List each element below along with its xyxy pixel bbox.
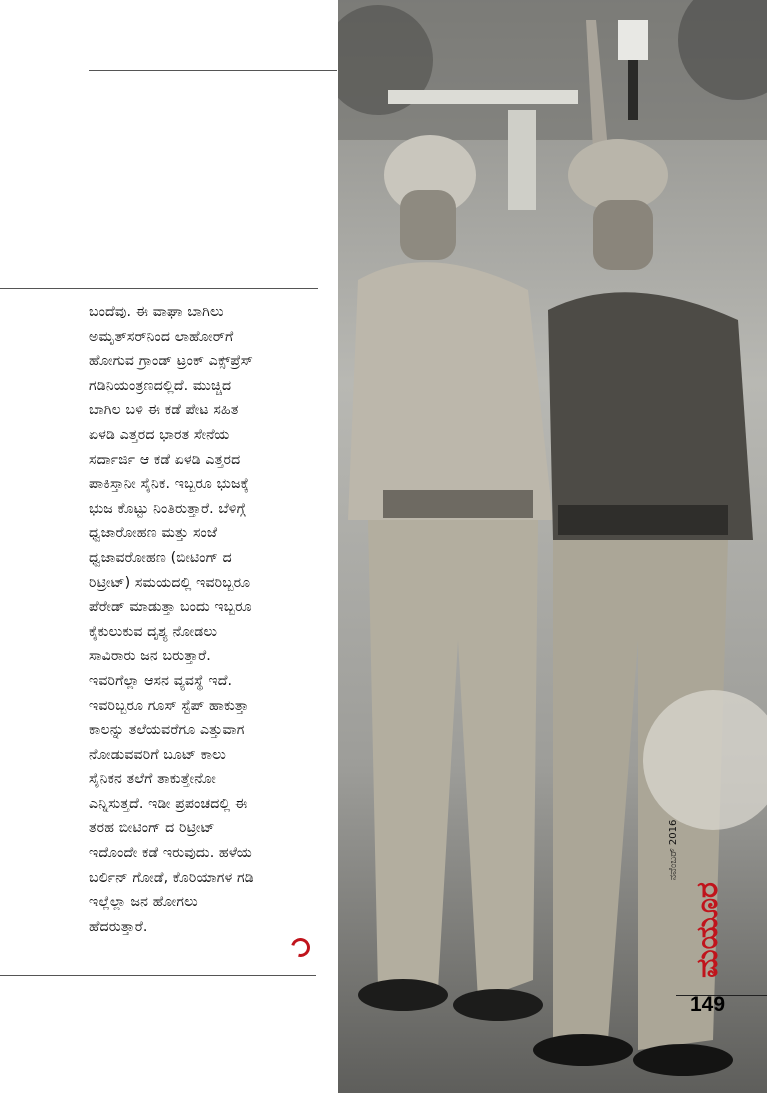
article-line: ಹೆದರುತ್ತಾರೆ. (89, 918, 148, 935)
issue-date (664, 800, 684, 900)
article-line: ಬರ್ಲಿನ್ ಗೋಡೆ, ಕೊರಿಯಾಗಳ ಗಡಿ (89, 869, 254, 886)
article-line: ಇದೊಂದೇ ಕಡೆ ಇರುವುದು. ಹಳೆಯ (89, 845, 253, 862)
article-line: ಸೈನಿಕನ ತಲೆಗೆ ತಾಕುತ್ತೇನೋ (89, 771, 216, 788)
article-line: ಇವರಿಬ್ಬರೂ ಗೂಸ್ ಸ್ಟೆಪ್ ಹಾಕುತ್ತಾ (89, 697, 249, 714)
bottom-divider (0, 975, 316, 976)
magazine-logo (690, 880, 726, 980)
article-line: ಸಾವಿರಾರು ಜನ ಬರುತ್ತಾರೆ. (89, 648, 211, 665)
article-line: ರಿಟ್ರೀಟ್) ಸಮಯದಲ್ಲಿ ಇವರಿಬ್ಬರೂ (89, 574, 251, 591)
article-line: ಹೋಗುವ ಗ್ರಾಂಡ್ ಟ್ರಂಕ್ ಎಕ್ಸ್‌ಪ್ರೆಸ್ (89, 353, 254, 370)
article-line: ಭುಜ ಕೊಟ್ಟು ನಿಂತಿರುತ್ತಾರೆ. ಬೆಳಿಗ್ಗೆ (89, 500, 246, 517)
article-line: ಬಾಗಿಲ ಬಳಿ ಈ ಕಡೆ ಪೇಟ ಸಹಿತ (89, 402, 239, 419)
article-line: ಇಲ್ಲೆಲ್ಲಾ ಜನ ಹೋಗಲು (89, 894, 198, 911)
article-line: ಪೆರೇಡ್ ಮಾಡುತ್ತಾ ಬಂದು ಇಬ್ಬರೂ (89, 599, 252, 616)
section-divider (0, 288, 318, 289)
article-line: ಎನ್ನಿಸುತ್ತದೆ. ಇಡೀ ಪ್ರಪಂಚದಲ್ಲಿ ಈ (89, 795, 248, 812)
article-line: ಕಾಲನ್ನು ತಲೆಯವರೆಗೂ ಎತ್ತುವಾಗ (89, 722, 245, 739)
article-line: ಅಮೃತ್‌ಸರ್‌ನಿಂದ ಲಾಹೋರ್‌ಗೆ (89, 328, 234, 345)
page-number: 149 (690, 993, 726, 1016)
article-line: ಪಾಕಿಸ್ತಾನೀ ಸೈನಿಕ. ಇಬ್ಬರೂ ಭುಜಕ್ಕೆ (89, 476, 249, 493)
article-line: ನೋಡುವವರಿಗೆ ಬೂಟ್ ಕಾಲು (89, 746, 226, 763)
article-line: ಬಂದೆವು. ಈ ವಾಘಾ ಬಾಗಿಲು (89, 304, 224, 320)
article-body (89, 300, 329, 939)
article-line: ಇವರಿಗೆಲ್ಲಾ ಆಸನ ವ್ಯವಸ್ಥೆ ಇದೆ. (89, 672, 233, 689)
article-line: ಏಳಡಿ ಎತ್ತರದ ಭಾರತ ಸೇನೆಯ (89, 426, 230, 443)
article-line: ಧ್ವಜಾರೋಹಣ ಮತ್ತು ಸಂಜೆ (89, 525, 218, 542)
article-line: ಸರ್ದಾರ್ಜಿ ಆ ಕಡೆ ಏಳಡಿ ಎತ್ತರದ (89, 451, 241, 468)
top-divider (89, 70, 337, 71)
article-line: ಗಡಿನಿಯಂತ್ರಣದಲ್ಲಿದೆ. ಮುಚ್ಚಿದ (89, 377, 232, 394)
issue-date-text: ನವೆಂಬರ್ 2016 (668, 819, 679, 881)
article-line: ತರಹ ಬೀಟಿಂಗ್ ದ ರಿಟ್ರೀಟ್ (89, 820, 215, 837)
article-line: ಧ್ವಜಾವರೋಹಣ (ಬೀಟಿಂಗ್ ದ (89, 549, 232, 566)
article-line: ಕೈಕುಲುಕುವ ದೃಶ್ಯ ನೋಡಲು (89, 623, 218, 640)
magazine-name-text: ಮಯೂರ (690, 882, 725, 978)
